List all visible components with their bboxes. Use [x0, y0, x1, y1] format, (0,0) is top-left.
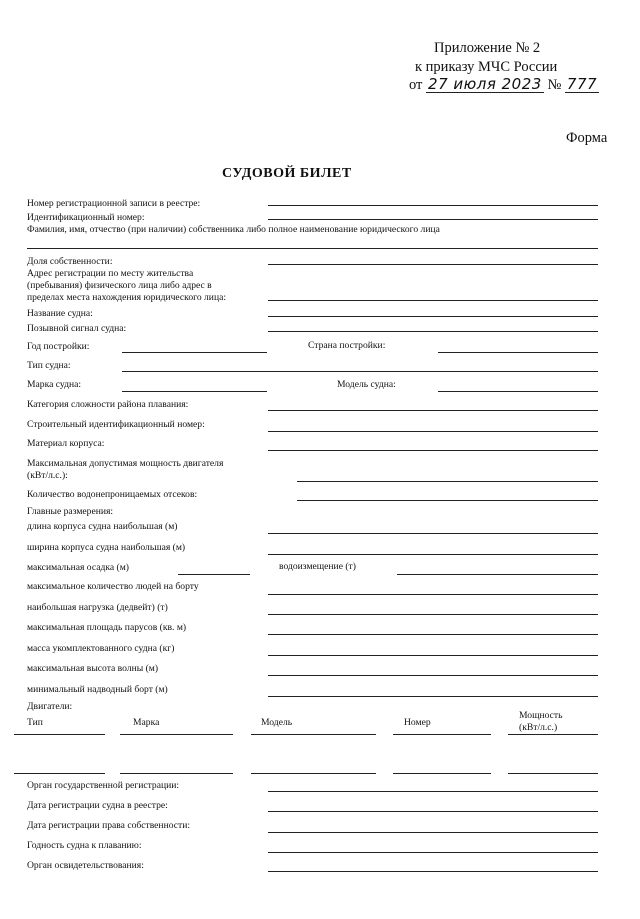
- seaworthiness-label: Годность судна к плаванию:: [27, 840, 142, 851]
- main-dimensions-label: Главные размерения:: [27, 506, 114, 517]
- survey-authority-label: Орган освидетельствования:: [27, 860, 144, 871]
- engine-col-brand: Марка: [133, 717, 160, 728]
- vessel-name-label: Название судна:: [27, 308, 93, 319]
- engine-col-number: Номер: [404, 717, 431, 728]
- build-country-label: Страна постройки:: [308, 340, 386, 351]
- engine-power-header-line: [508, 734, 598, 735]
- navigation-area-label: Категория сложности района плавания:: [27, 399, 189, 410]
- build-year-line[interactable]: [122, 352, 267, 353]
- engine-type-header-line: [14, 734, 105, 735]
- order-number: 777: [566, 75, 598, 93]
- order-reference: к приказу МЧС России: [415, 59, 558, 75]
- ownership-share-line[interactable]: [268, 264, 598, 265]
- max-people-label: максимальное количество людей на борту: [27, 581, 199, 592]
- displacement-line[interactable]: [397, 574, 598, 575]
- vessel-model-label: Модель судна:: [337, 379, 396, 390]
- watertight-compartments-line[interactable]: [297, 500, 598, 501]
- id-number-line[interactable]: [268, 219, 598, 220]
- number-sign: №: [547, 77, 562, 93]
- seaworthiness-line[interactable]: [268, 852, 598, 853]
- max-sail-area-label: максимальная площадь парусов (кв. м): [27, 622, 187, 633]
- date-prefix: от: [409, 77, 423, 93]
- hull-width-label: ширина корпуса судна наибольшая (м): [27, 542, 186, 553]
- address-label-1: Адрес регистрации по месту жительства: [27, 268, 194, 279]
- vessel-type-label: Тип судна:: [27, 360, 71, 371]
- max-draft-line[interactable]: [178, 574, 250, 575]
- build-year-label: Год постройки:: [27, 341, 90, 352]
- reg-date-line[interactable]: [268, 811, 598, 812]
- hull-length-line[interactable]: [268, 533, 598, 534]
- watertight-compartments-label: Количество водонепроницаемых отсеков:: [27, 489, 198, 500]
- max-people-line[interactable]: [268, 594, 598, 595]
- build-id-number-line[interactable]: [268, 431, 598, 432]
- engine-power-label-2: (кВт/л.с.):: [27, 470, 68, 481]
- reg-record-number-line[interactable]: [268, 205, 598, 206]
- address-line[interactable]: [268, 300, 598, 301]
- engines-label: Двигатели:: [27, 701, 73, 712]
- equipped-mass-label: масса укомплектованного судна (кг): [27, 643, 175, 654]
- max-draft-label: максимальная осадка (м): [27, 562, 129, 573]
- engine-power-line[interactable]: [297, 481, 598, 482]
- form-label: Форма: [566, 130, 608, 146]
- call-sign-line[interactable]: [268, 331, 598, 332]
- engine-power-entry-line[interactable]: [508, 773, 598, 774]
- engine-col-model: Модель: [261, 717, 293, 728]
- engine-number-header-line: [393, 734, 491, 735]
- reg-authority-line[interactable]: [268, 791, 598, 792]
- vessel-brand-line[interactable]: [122, 391, 267, 392]
- min-freeboard-label: минимальный надводный борт (м): [27, 684, 168, 695]
- navigation-area-line[interactable]: [268, 410, 598, 411]
- order-date-line: [409, 77, 599, 94]
- vessel-brand-label: Марка судна:: [27, 379, 82, 390]
- reg-record-number-label: Номер регистрационной записи в реестре:: [27, 198, 201, 209]
- survey-authority-line[interactable]: [268, 871, 598, 872]
- equipped-mass-line[interactable]: [268, 655, 598, 656]
- max-load-line[interactable]: [268, 614, 598, 615]
- ownership-reg-date-label: Дата регистрации права собственности:: [27, 820, 190, 831]
- appendix-number: Приложение № 2: [434, 40, 541, 56]
- hull-material-label: Материал корпуса:: [27, 438, 105, 449]
- max-wave-height-label: максимальная высота волны (м): [27, 663, 159, 674]
- vessel-model-line[interactable]: [438, 391, 598, 392]
- max-load-label: наибольшая нагрузка (дедвейт) (т): [27, 602, 168, 613]
- owner-name-line[interactable]: [27, 248, 598, 249]
- call-sign-label: Позывной сигнал судна:: [27, 323, 127, 334]
- address-label-3: пределах места нахождения юридического лица:: [27, 292, 226, 303]
- vessel-name-line[interactable]: [268, 316, 598, 317]
- document-title: СУДОВОЙ БИЛЕТ: [222, 166, 352, 181]
- engine-power-label-1: Максимальная допустимая мощность двигателя: [27, 458, 224, 469]
- min-freeboard-line[interactable]: [268, 696, 598, 697]
- engine-col-power-2: (кВт/л.с.): [519, 722, 558, 733]
- engine-number-entry-line[interactable]: [393, 773, 491, 774]
- build-id-number-label: Строительный идентификационный номер:: [27, 419, 205, 430]
- engine-brand-header-line: [120, 734, 233, 735]
- engine-model-entry-line[interactable]: [251, 773, 376, 774]
- ownership-share-label: Доля собственности:: [27, 256, 113, 267]
- id-number-label: Идентификационный номер:: [27, 212, 145, 223]
- reg-authority-label: Орган государственной регистрации:: [27, 780, 180, 791]
- engine-col-type: Тип: [27, 717, 43, 728]
- build-country-line[interactable]: [438, 352, 598, 353]
- engine-model-header-line: [251, 734, 376, 735]
- hull-length-label: длина корпуса судна наибольшая (м): [27, 521, 178, 532]
- max-sail-area-line[interactable]: [268, 634, 598, 635]
- hull-width-line[interactable]: [268, 554, 598, 555]
- order-date: 27 июля 2023: [428, 75, 542, 93]
- engine-type-entry-line[interactable]: [14, 773, 105, 774]
- address-label-2: (пребывания) физического лица либо адрес в: [27, 280, 212, 291]
- owner-name-label: Фамилия, имя, отчество (при наличии) собственника либо полное наименование юридического лица: [27, 224, 440, 235]
- displacement-label: водоизмещение (т): [279, 561, 356, 572]
- hull-material-line[interactable]: [268, 450, 598, 451]
- reg-date-label: Дата регистрации судна в реестре:: [27, 800, 168, 811]
- vessel-type-line[interactable]: [122, 371, 598, 372]
- engine-col-power-1: Мощность: [519, 710, 563, 721]
- engine-brand-entry-line[interactable]: [120, 773, 233, 774]
- ownership-reg-date-line[interactable]: [268, 832, 598, 833]
- max-wave-height-line[interactable]: [268, 675, 598, 676]
